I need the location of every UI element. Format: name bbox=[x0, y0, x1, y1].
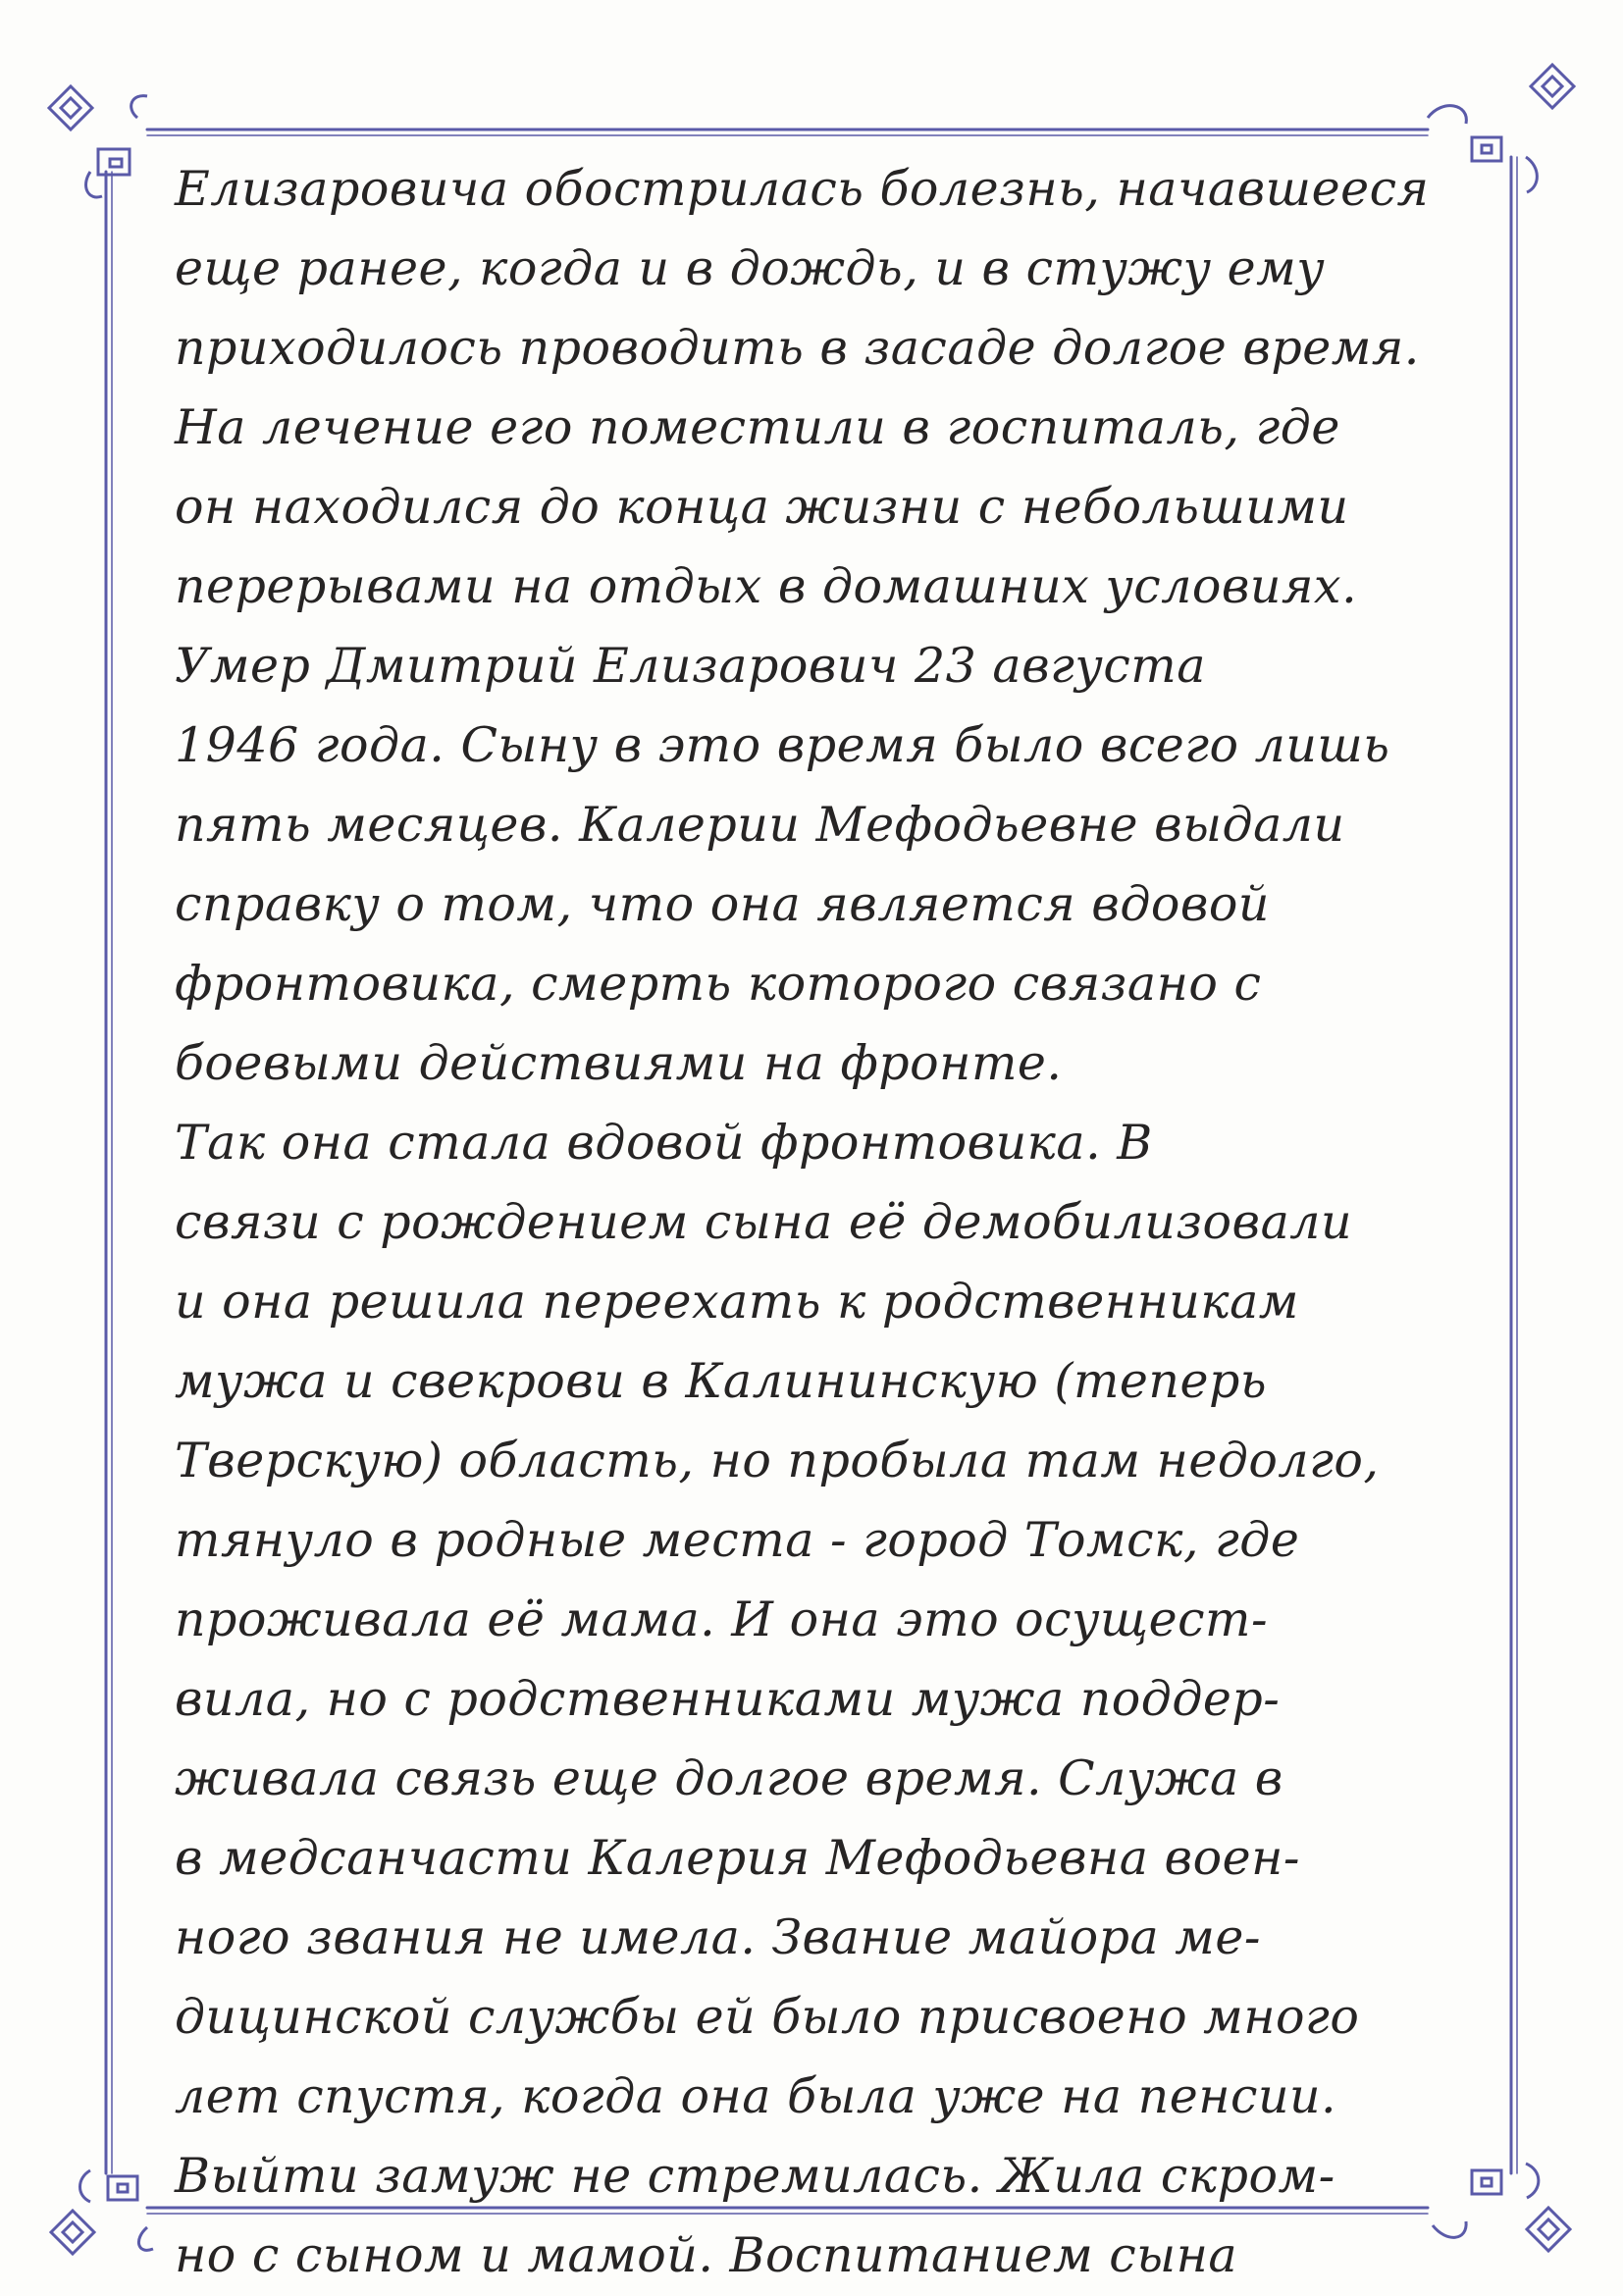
corner-ornament-icon bbox=[1433, 2164, 1570, 2251]
text-line: связи с рождением сына её демобилизовали bbox=[175, 1194, 1353, 1250]
text-line: тянуло в родные места - город Томск, где bbox=[175, 1512, 1300, 1568]
text-line: вила, но с родственниками мужа поддер- bbox=[175, 1671, 1281, 1727]
text-line: приходилось проводить в засаде долгое время. bbox=[175, 320, 1420, 376]
corner-ornament-icon bbox=[1428, 65, 1574, 192]
corner-ornament-icon bbox=[49, 86, 147, 197]
text-line: 1946 года. Сыну в это время было всего лишь bbox=[175, 717, 1390, 773]
text-line: Тверскую) область, но пробыла там недолго, bbox=[175, 1433, 1380, 1488]
text-line: дицинской службы ей было присвоено много bbox=[175, 1989, 1360, 2045]
text-line: живала связь еще долгое время. Служа в bbox=[175, 1750, 1283, 1806]
corner-ornament-icon bbox=[51, 2170, 153, 2254]
text-line: Так она стала вдовой фронтовика. В bbox=[175, 1115, 1153, 1171]
text-line: он находился до конца жизни с небольшими bbox=[175, 479, 1349, 535]
text-line: Елизаровича обострилась болезнь, начавшееся bbox=[175, 161, 1430, 217]
text-line: фронтовика, смерть которого связано с bbox=[175, 956, 1262, 1012]
text-line: На лечение его поместили в госпиталь, где bbox=[175, 399, 1340, 455]
text-line: ного звания не имела. Звание майора ме- bbox=[175, 1909, 1261, 1965]
text-line: мужа и свекрови в Калининскую (теперь bbox=[175, 1353, 1268, 1409]
text-line: лет спустя, когда она была уже на пенсии. bbox=[175, 2068, 1337, 2124]
text-line: Выйти замуж не стремилась. Жила скром- bbox=[175, 2148, 1335, 2204]
text-line: проживала её мама. И она это осущест- bbox=[175, 1592, 1269, 1647]
text-line: Умер Дмитрий Елизарович 23 августа bbox=[175, 638, 1206, 694]
text-line: пять месяцев. Калерии Мефодьевне выдали bbox=[175, 797, 1345, 853]
text-line: в медсанчасти Калерия Мефодьевна воен- bbox=[175, 1830, 1300, 1886]
text-line: перерывами на отдых в домашних условиях. bbox=[175, 558, 1358, 614]
text-line: боевыми действиями на фронте. bbox=[175, 1035, 1063, 1091]
text-line: еще ранее, когда и в дождь, и в стужу ему bbox=[175, 240, 1326, 296]
text-line: но с сыном и мамой. Воспитанием сына bbox=[175, 2227, 1238, 2283]
text-line: и она решила переехать к родственникам bbox=[175, 1274, 1299, 1330]
text-line: справку о том, что она является вдовой bbox=[175, 876, 1270, 932]
